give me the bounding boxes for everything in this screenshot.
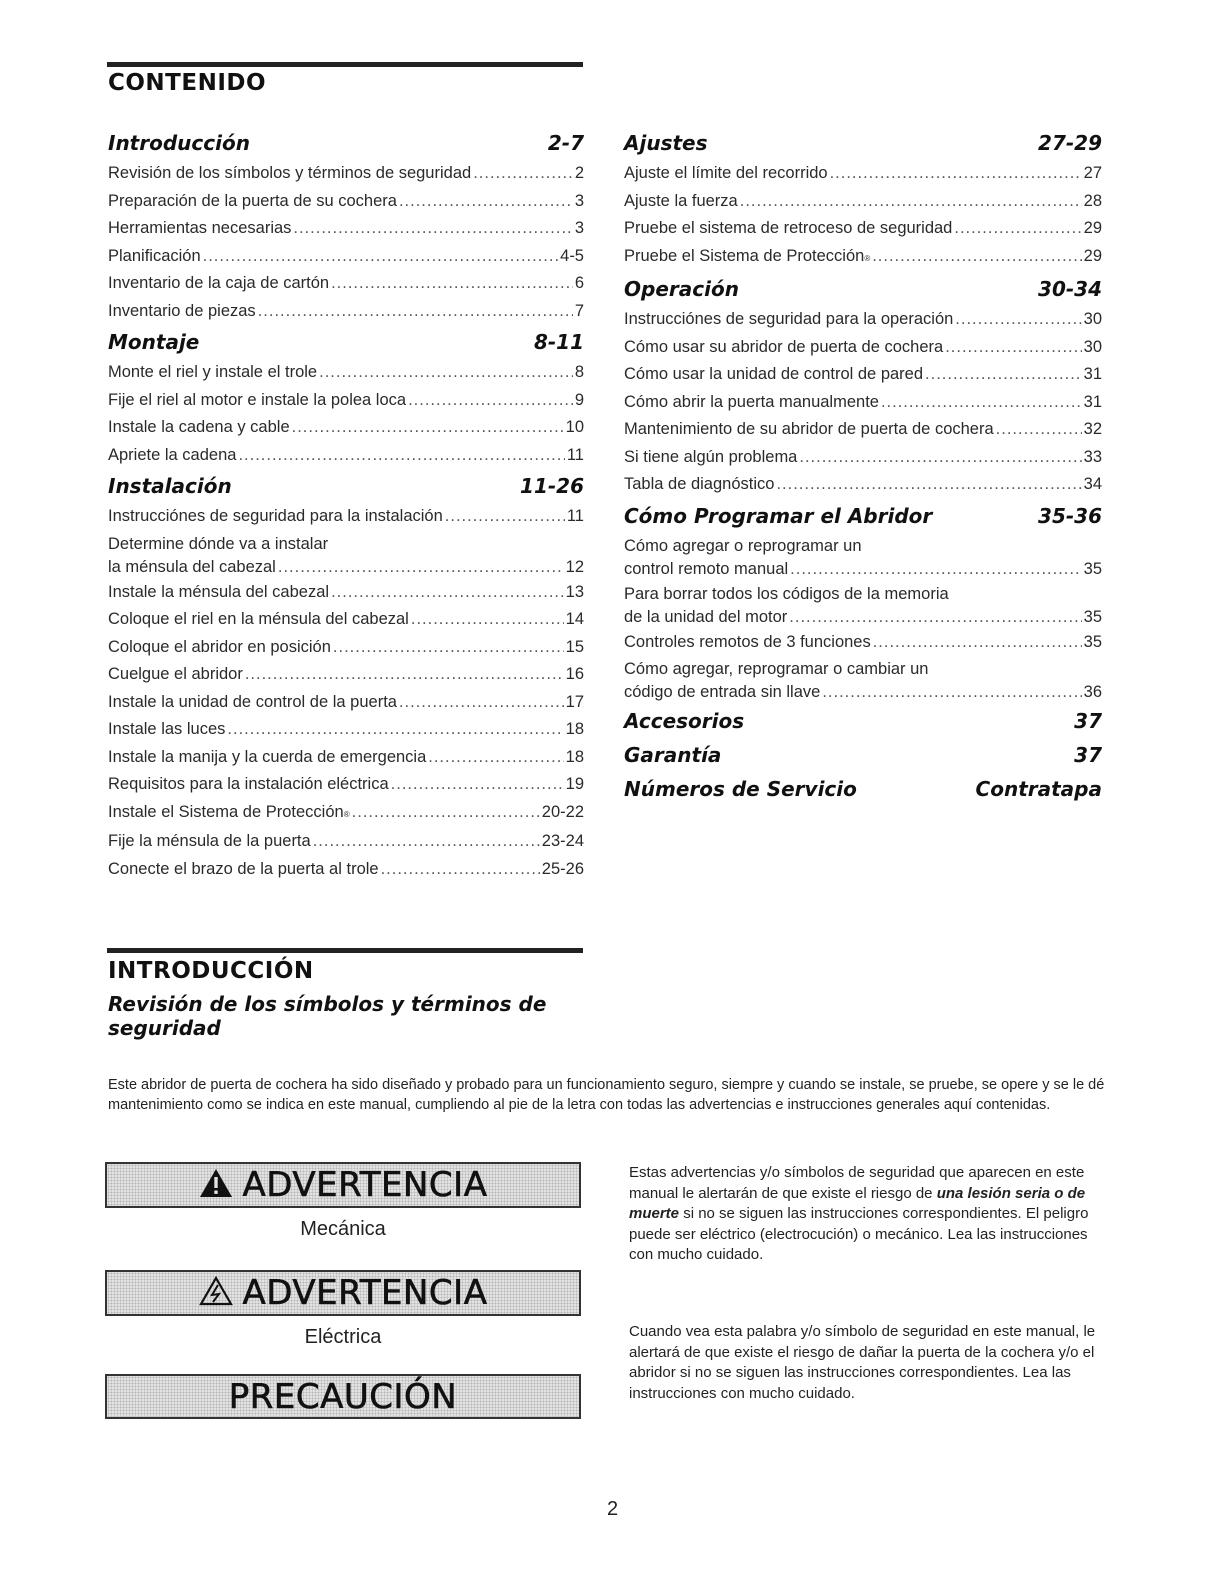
toc-entry-title: Instale las luces bbox=[108, 720, 226, 738]
toc-section-pages: 35-36 bbox=[1038, 503, 1102, 528]
toc-leader-dots bbox=[881, 389, 1082, 417]
warning-electrical-label: ADVERTENCIA bbox=[242, 1273, 488, 1313]
toc-leader-dots bbox=[872, 243, 1081, 271]
toc-leader-dots bbox=[292, 414, 564, 442]
toc-leader-dots bbox=[954, 215, 1081, 243]
toc-entry bbox=[624, 334, 1102, 362]
toc-entry bbox=[108, 442, 584, 470]
toc-entry-page: 19 bbox=[565, 775, 584, 793]
toc-entry bbox=[108, 160, 584, 188]
toc-entry-title-cont: la ménsula del cabezal bbox=[108, 557, 276, 576]
toc-leader-dots bbox=[227, 716, 563, 744]
toc-entry bbox=[108, 744, 584, 772]
toc-entry bbox=[624, 188, 1102, 216]
toc-entry-title: Monte el riel y instale el trole bbox=[108, 363, 318, 381]
toc-entry-page: 32 bbox=[1083, 420, 1102, 438]
toc-entry-page: 7 bbox=[574, 301, 584, 320]
toc-entry-page: 17 bbox=[565, 692, 584, 711]
toc-entry-title: Instale el Sistema de Protección bbox=[108, 802, 344, 821]
toc-section-title: Garantía bbox=[624, 743, 722, 767]
toc-entry bbox=[624, 471, 1102, 499]
toc-leader-dots bbox=[473, 160, 573, 188]
toc-entry-title: Ajuste la fuerza bbox=[624, 191, 738, 210]
toc-leader-dots bbox=[399, 188, 573, 216]
intro-subtitle: Revisión de los símbolos y términos de seguridad bbox=[108, 992, 547, 1040]
toc-entry-page: 33 bbox=[1083, 447, 1102, 466]
toc-leader-dots bbox=[955, 306, 1081, 334]
toc-section-title: Operación bbox=[624, 277, 739, 301]
toc-entry-title: Pruebe el Sistema de Protección bbox=[624, 246, 865, 265]
toc-section-pages: 8-11 bbox=[533, 330, 584, 354]
toc-entry-title-cont: de la unidad del motor bbox=[624, 607, 788, 626]
toc-entry-title: Apriete la cadena bbox=[108, 445, 237, 464]
toc-entry-title: Cómo agregar o reprogramar un bbox=[624, 536, 862, 555]
toc-leader-dots bbox=[238, 442, 564, 470]
caution-label: PRECAUCIÓN bbox=[228, 1376, 458, 1417]
toc-leader-dots bbox=[945, 334, 1081, 362]
toc-section-title: Instalación bbox=[108, 474, 232, 498]
toc-entry-title: Cuelgue el abridor bbox=[108, 665, 243, 683]
toc-entry-page: 10 bbox=[565, 418, 584, 436]
toc-entry-page: 29 bbox=[1083, 219, 1102, 237]
toc-section-heading bbox=[624, 738, 1102, 772]
contents-title: CONTENIDO bbox=[108, 70, 267, 96]
toc-leader-dots bbox=[428, 744, 563, 772]
toc-leader-dots bbox=[740, 188, 1082, 216]
toc-entry-title: Cómo usar la unidad de control de pared bbox=[624, 365, 924, 383]
warning-description bbox=[629, 1163, 1109, 1266]
toc-entry-title: Instale la ménsula del cabezal bbox=[108, 582, 330, 601]
toc-leader-dots bbox=[352, 799, 540, 827]
toc-entry bbox=[108, 215, 584, 243]
toc-section-heading bbox=[624, 499, 1102, 533]
toc-entry-page: 12 bbox=[565, 557, 584, 576]
toc-entry bbox=[108, 359, 584, 387]
toc-entry-title: Planificación bbox=[108, 246, 201, 265]
toc-entry-title: Conecte el brazo de la puerta al trole bbox=[108, 859, 379, 878]
toc-leader-dots bbox=[399, 689, 564, 717]
toc-entry-page: 23-24 bbox=[541, 832, 584, 850]
toc-left-column bbox=[108, 126, 584, 883]
toc-entry bbox=[108, 856, 584, 884]
toc-entry bbox=[108, 188, 584, 216]
toc-entry-row bbox=[624, 605, 1102, 629]
toc-entry bbox=[108, 531, 584, 579]
warning-mechanical-label: ADVERTENCIA bbox=[242, 1165, 488, 1205]
toc-entry-page: 35 bbox=[1083, 607, 1102, 626]
toc-section-pages: 2-7 bbox=[547, 131, 584, 155]
toc-section-pages: 30-34 bbox=[1038, 277, 1102, 301]
toc-entry bbox=[624, 629, 1102, 657]
toc-entry-title: Para borrar todos los códigos de la memoria bbox=[624, 584, 949, 603]
toc-entry-page: 11 bbox=[566, 445, 584, 464]
toc-leader-dots bbox=[822, 680, 1081, 704]
toc-entry-page: 8 bbox=[574, 363, 584, 381]
toc-entry-title: Mantenimiento de su abridor de puerta de cochera bbox=[624, 420, 994, 438]
toc-section-heading bbox=[624, 272, 1102, 306]
warning-mechanical-banner bbox=[105, 1162, 581, 1208]
toc-entry-title: Determine dónde va a instalar bbox=[108, 534, 329, 553]
toc-entry-page: 25-26 bbox=[541, 859, 584, 878]
toc-leader-dots bbox=[331, 270, 573, 298]
toc-entry-page: 4-5 bbox=[560, 246, 584, 265]
toc-leader-dots bbox=[319, 359, 573, 387]
toc-entry-title: Pruebe el sistema de retroceso de seguridad bbox=[624, 219, 953, 237]
toc-leader-dots bbox=[996, 416, 1082, 444]
toc-entry-page: 27 bbox=[1083, 164, 1102, 182]
caution-banner bbox=[105, 1374, 581, 1419]
toc-leader-dots bbox=[408, 387, 573, 415]
caution-description: Cuando vea esta palabra y/o símbolo de seguridad en este manual, le alertará de que existe el riesgo de dañar la puerta de la cochera y/o el abridor si no se siguen las instrucciones correspondientes. Lea las instrucciones con mucho cuidado. bbox=[629, 1323, 1096, 1402]
toc-entry bbox=[624, 533, 1102, 581]
toc-section-heading bbox=[108, 469, 584, 503]
toc-entry-title: Instrucciónes de seguridad para la operación bbox=[624, 310, 954, 328]
toc-entry-title: Inventario de piezas bbox=[108, 301, 256, 320]
toc-entry-row bbox=[624, 680, 1102, 704]
toc-section-heading bbox=[624, 704, 1102, 738]
toc-entry-page: 31 bbox=[1083, 392, 1102, 411]
toc-entry bbox=[108, 799, 584, 829]
warning-description-text: Estas advertencias y/o símbolos de seguridad que aparecen en este manual le alertarán de que existe el riesgo de bbox=[629, 1164, 1085, 1202]
toc-entry-title: Instale la manija y la cuerda de emergencia bbox=[108, 747, 427, 766]
toc-section-title: Números de Servicio bbox=[624, 777, 857, 801]
toc-leader-dots bbox=[391, 771, 564, 799]
toc-section-title: Introducción bbox=[108, 131, 250, 155]
toc-entry-title-cont: código de entrada sin llave bbox=[624, 683, 821, 701]
toc-section-title: Accesorios bbox=[624, 709, 745, 733]
toc-entry bbox=[108, 606, 584, 634]
toc-entry-title: Instale la cadena y cable bbox=[108, 418, 290, 436]
toc-entry-title: Cómo usar su abridor de puerta de cochera bbox=[624, 337, 944, 356]
toc-entry-page: 11 bbox=[566, 507, 584, 525]
toc-leader-dots bbox=[293, 215, 572, 243]
toc-entry bbox=[108, 716, 584, 744]
warning-triangle-icon bbox=[199, 1168, 233, 1203]
toc-section-pages: 37 bbox=[1074, 709, 1102, 733]
warning-description-emphasis: una lesión seria o de muerte bbox=[629, 1184, 1086, 1222]
toc-section-heading bbox=[108, 325, 584, 359]
toc-leader-dots bbox=[411, 606, 564, 634]
toc-leader-dots bbox=[245, 661, 564, 689]
toc-entry bbox=[624, 243, 1102, 273]
toc-entry-title: Cómo abrir la puerta manualmente bbox=[624, 392, 879, 411]
toc-entry-row bbox=[108, 555, 584, 579]
toc-entry-title: Revisión de los símbolos y términos de seguridad bbox=[108, 164, 472, 182]
toc-section-title: Ajustes bbox=[624, 131, 708, 155]
toc-section-title: Montaje bbox=[108, 330, 200, 354]
toc-entry-title: Instrucciónes de seguridad para la instalación bbox=[108, 507, 443, 525]
toc-section-pages: 27-29 bbox=[1038, 131, 1102, 155]
toc-section-pages: 37 bbox=[1074, 743, 1102, 767]
toc-entry-title: Requisitos para la instalación eléctrica bbox=[108, 775, 389, 793]
electric-warning-icon bbox=[199, 1276, 233, 1311]
toc-entry bbox=[624, 444, 1102, 472]
toc-section-heading bbox=[624, 772, 1102, 806]
toc-section-pages: Contratapa bbox=[975, 777, 1102, 801]
toc-entry-title: Tabla de diagnóstico bbox=[624, 475, 775, 493]
toc-entry-title: Coloque el riel en la ménsula del cabezal bbox=[108, 610, 409, 628]
toc-entry-page: 30 bbox=[1083, 337, 1102, 356]
toc-entry-title: Preparación de la puerta de su cochera bbox=[108, 191, 397, 210]
toc-leader-dots bbox=[789, 605, 1081, 629]
intro-top-rule bbox=[107, 948, 583, 953]
toc-entry bbox=[624, 656, 1102, 704]
toc-leader-dots bbox=[278, 555, 564, 579]
toc-entry-page: 29 bbox=[1083, 246, 1102, 265]
toc-entry bbox=[624, 215, 1102, 243]
toc-entry-title: Ajuste el límite del recorrido bbox=[624, 164, 828, 182]
toc-entry bbox=[108, 387, 584, 415]
toc-entry bbox=[108, 579, 584, 607]
toc-entry-title: Herramientas necesarias bbox=[108, 219, 292, 237]
warning-mechanical-caption: Mecánica bbox=[300, 1218, 386, 1240]
toc-entry-page: 34 bbox=[1083, 475, 1102, 493]
toc-entry-title: Coloque el abridor en posición bbox=[108, 637, 331, 656]
toc-entry-page: 3 bbox=[574, 219, 584, 237]
toc-entry-page: 16 bbox=[565, 665, 584, 683]
toc-entry bbox=[108, 270, 584, 298]
toc-leader-dots bbox=[333, 634, 564, 662]
toc-entry bbox=[624, 160, 1102, 188]
toc-right-column bbox=[624, 126, 1102, 806]
intro-title: INTRODUCCIÓN bbox=[108, 958, 314, 984]
toc-entry-row bbox=[624, 557, 1102, 581]
toc-leader-dots bbox=[790, 557, 1081, 581]
warning-electrical-caption: Eléctrica bbox=[304, 1326, 382, 1348]
toc-section-heading bbox=[624, 126, 1102, 160]
toc-entry-page: 35 bbox=[1083, 632, 1102, 651]
toc-entry bbox=[108, 661, 584, 689]
toc-leader-dots bbox=[873, 629, 1082, 657]
toc-entry-page: 18 bbox=[565, 720, 584, 738]
toc-entry bbox=[624, 306, 1102, 334]
toc-leader-dots bbox=[381, 856, 540, 884]
contents-top-rule bbox=[107, 62, 583, 67]
toc-entry-page: 13 bbox=[565, 582, 584, 601]
toc-entry-page: 20-22 bbox=[541, 802, 584, 821]
toc-leader-dots bbox=[331, 579, 564, 607]
toc-entry-page: 35 bbox=[1083, 559, 1102, 578]
toc-entry-page: 6 bbox=[574, 274, 584, 292]
registered-mark: ® bbox=[864, 253, 871, 263]
toc-leader-dots bbox=[258, 298, 573, 326]
toc-entry bbox=[108, 828, 584, 856]
toc-entry-page: 9 bbox=[574, 390, 584, 409]
intro-paragraph: Este abridor de puerta de cochera ha sido diseñado y probado para un funcionamiento seguro, siempre y cuando se instale, se pruebe, se opere y se le dé mantenimiento como se indica en este manual, cumpliendo al pie de la letra con todas las advertencias e instrucciones generales aquí contenidas. bbox=[108, 1077, 1105, 1113]
toc-section-heading bbox=[108, 126, 584, 160]
toc-entry bbox=[108, 634, 584, 662]
toc-entry-title: Si tiene algún problema bbox=[624, 447, 798, 466]
toc-leader-dots bbox=[830, 160, 1082, 188]
toc-leader-dots bbox=[925, 361, 1082, 389]
toc-entry-page: 15 bbox=[565, 637, 584, 656]
toc-leader-dots bbox=[776, 471, 1081, 499]
toc-entry-page: 14 bbox=[565, 610, 584, 628]
toc-entry-title: Fije el riel al motor e instale la polea loca bbox=[108, 390, 407, 409]
toc-entry bbox=[624, 581, 1102, 629]
toc-entry bbox=[624, 416, 1102, 444]
toc-entry bbox=[108, 243, 584, 271]
toc-entry bbox=[108, 689, 584, 717]
registered-mark: ® bbox=[343, 809, 350, 819]
toc-entry-page: 28 bbox=[1083, 191, 1102, 210]
toc-entry-title: Controles remotos de 3 funciones bbox=[624, 632, 871, 651]
toc-leader-dots bbox=[445, 503, 565, 531]
toc-entry-title: Fije la ménsula de la puerta bbox=[108, 832, 311, 850]
toc-entry-title: Cómo agregar, reprogramar o cambiar un bbox=[624, 660, 929, 678]
warning-electrical-banner bbox=[105, 1270, 581, 1316]
toc-entry bbox=[108, 503, 584, 531]
toc-entry-page: 3 bbox=[574, 191, 584, 210]
toc-entry bbox=[624, 389, 1102, 417]
warning-description-text-end: si no se siguen las instrucciones correspondientes. El peligro puede ser eléctrico (electrocución) o mecánico. Lea las instrucciones con mucho cuidado. bbox=[629, 1205, 1089, 1263]
toc-entry-page: 30 bbox=[1083, 310, 1102, 328]
toc-section-pages: 11-26 bbox=[520, 474, 584, 498]
toc-entry-title: Inventario de la caja de cartón bbox=[108, 274, 330, 292]
toc-entry bbox=[108, 771, 584, 799]
toc-entry-page: 18 bbox=[565, 747, 584, 766]
toc-entry-page: 31 bbox=[1083, 365, 1102, 383]
toc-leader-dots bbox=[203, 243, 559, 271]
toc-leader-dots bbox=[799, 444, 1081, 472]
page-number: 2 bbox=[606, 1498, 619, 1520]
toc-entry bbox=[108, 298, 584, 326]
toc-entry-page: 2 bbox=[574, 164, 584, 182]
toc-entry bbox=[108, 414, 584, 442]
toc-entry-title: Instale la unidad de control de la puerta bbox=[108, 692, 397, 711]
toc-section-title: Cómo Programar el Abridor bbox=[624, 503, 933, 528]
toc-entry bbox=[624, 361, 1102, 389]
toc-entry-title-cont: control remoto manual bbox=[624, 559, 789, 578]
toc-leader-dots bbox=[313, 828, 540, 856]
toc-entry-page: 36 bbox=[1083, 683, 1102, 701]
